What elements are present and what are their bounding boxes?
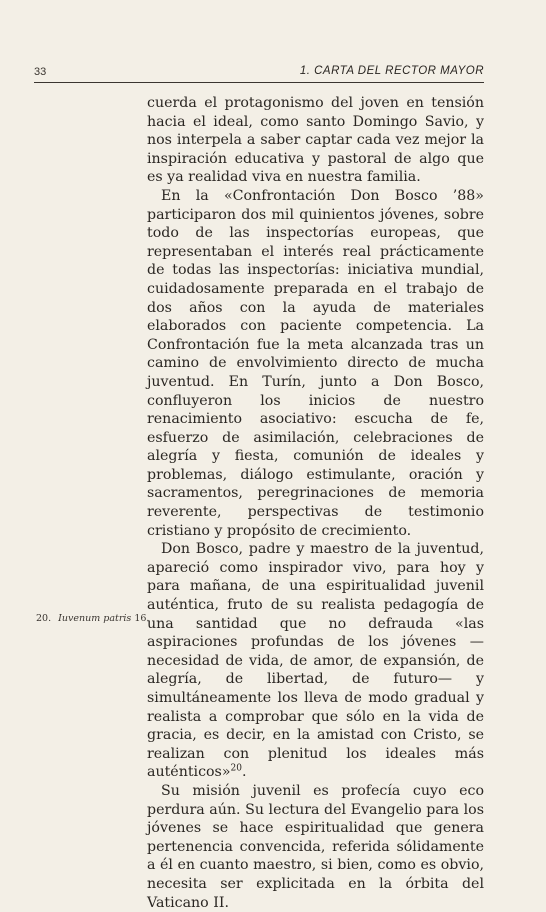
body-text (147, 94, 484, 912)
margin-footnote (36, 613, 149, 624)
page-header (34, 64, 484, 83)
paragraph-3: Don Bosco, padre y maestro de la juventud, apareció como inspirador vivo, para hoy y para mañana, de una espiritualidad juvenil auténtica, fruto de su realista pedagogía de una santidad que no defrauda «las aspiraciones profundas de los jóvenes —necesidad de vida, de amor, de expansión, de alegría, de libertad, de futuro— y simultáneamente los lleva de modo gradual y realista a comprobar que sólo en la vida de gracia, es decir, en la amistad con Cristo, se realizan con plenitud los ideales más auténticos»$^{20}$. (147, 541, 484, 781)
footnote-ref-number: 16. (134, 613, 150, 624)
paragraph-1: cuerda el protagonismo del joven en tensión hacia el ideal, como santo Domingo Savio, y nos interpela a saber captar cada vez mejor la inspiración educativa y pastoral de algo que es ya realidad viva en nuestra familia. (147, 95, 484, 186)
footnote-source: Iuvenum patris (58, 613, 132, 624)
paragraph-4: Su misión juvenil es profecía cuyo eco perdura aún. Su lectura del Evangelio para los jóvenes se hace espiritualidad que genera pertenencia convencida, referida sólidamente a él en cuanto maestro, si bien, como es obvio, necesita ser explicitada en la órbita del Vaticano II. (147, 782, 484, 911)
footnote-number: 20. (36, 613, 52, 624)
footnote-ref: 20 (230, 763, 242, 774)
paragraph-2: En la «Confrontación Don Bosco ’88» participaron dos mil quinientos jóvenes, sobre todo de las inspectorías europeas, que representaban el interés real prácticamente de todas las inspectorías: iniciativa mundial, cuidadosamente preparada en el trabajo de dos años con la ayuda de materiales elaborados con paciente competencia. La Confrontación fue la meta alcanzada tras un camino de envolvimiento directo de mucha juventud. En Turín, junto a Don Bosco, confluyeron los inicios de nuestro renacimiento asociativo: escucha de fe, esfuerzo de asimilación, celebraciones de alegría y fiesta, comunión de ideales y problemas, diálogo estimulante, oración y sacramentos, peregrinaciones de memoria reverente, perspectivas de testimonio cristiano y propósito de crecimiento. (147, 187, 484, 539)
paragraph-3-text: Don Bosco, padre y maestro de la juventud, apareció como inspirador vivo, para hoy y para mañana, de una espiritualidad juvenil auténtica, fruto de su realista pedagogía de una santidad que no defrauda «las aspiraciones profundas de los jóvenes —necesidad de vida, de amor, de expansión, de alegría, de libertad, de futuro— y simultáneamente los lleva de modo gradual y realista a comprobar que sólo en la vida de gracia, es decir, en la amistad con Cristo, se realizan con plenitud los ideales más auténticos» (147, 541, 484, 781)
page-number: 33 (34, 66, 47, 78)
running-head: 1. CARTA DEL RECTOR MAYOR (299, 65, 484, 77)
